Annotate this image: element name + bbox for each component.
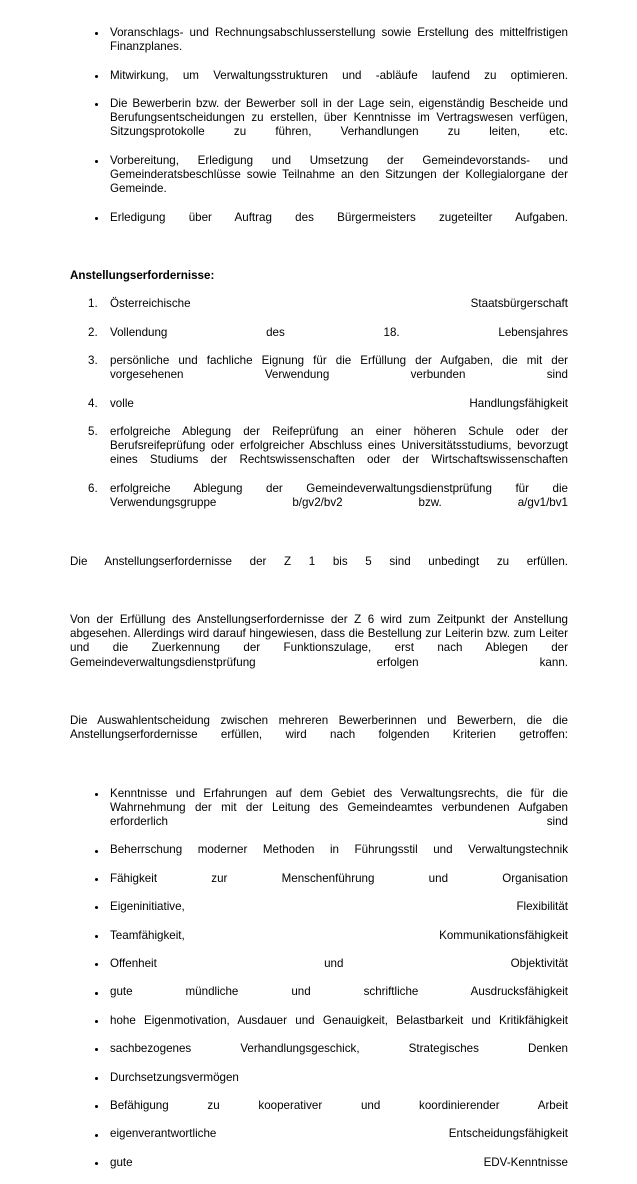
list-item (70, 1042, 568, 1070)
selection-intro-text: Die Auswahlentscheidung zwischen mehreren Bewerberinnen und Bewerbern, die die Anstellungserfordernisse erfüllen, wird nach folgenden Kriterien getroffen: (70, 713, 568, 742)
list-item (70, 900, 568, 928)
duties-item-text: Vorbereitung, Erledigung und Umsetzung der Gemeindevorstands- und Gemeinderatsbeschlüsse sowie Teilnahme an den Sitzungen der Kollegialorgane der Gemeinde. (110, 153, 568, 196)
list-item (70, 297, 568, 325)
criteria-item-text: Eigeninitiative, Flexibilität (110, 900, 568, 914)
criteria-item-text: Teamfähigkeit, Kommunikationsfähigkeit (110, 928, 568, 942)
requirement-item-text: volle Handlungsfähigkeit (110, 396, 568, 410)
spacer (70, 757, 568, 773)
duties-item-text: Die Bewerberin bzw. der Bewerber soll in der Lage sein, eigenständig Bescheide und Berufungsentscheidungen zu erstellen, über Kenntnisse im Vertragswesen verfügen, Sitzungsprotokolle zu führen, Verhandlungen zu leiten, etc. (110, 97, 568, 139)
criteria-item-text: hohe Eigenmotivation, Ausdauer und Genauigkeit, Belastbarkeit und Kritikfähigkeit (110, 1013, 568, 1027)
spacer (70, 525, 568, 541)
mandatory-note-paragraph (70, 555, 568, 583)
spacer (70, 583, 568, 599)
requirements-heading: Anstellungserfordernisse: (70, 269, 215, 283)
list-item (70, 957, 568, 985)
list-item (70, 354, 568, 397)
list-item (70, 425, 568, 482)
criteria-item-text: gute mündliche und schriftliche Ausdrucksfähigkeit (110, 985, 568, 999)
criteria-item-text: Offenheit und Objektivität (110, 956, 568, 970)
spacer (70, 541, 568, 555)
criteria-item-text: Befähigung zu kooperativer und koordinierender Arbeit (110, 1099, 568, 1112)
requirements-list (70, 297, 568, 524)
list-item (70, 397, 568, 425)
requirement-item-text: Vollendung des 18. Lebensjahres (110, 325, 568, 339)
criteria-item-text: Beherrschung moderner Methoden in Führungsstil und Verwaltungstechnik (110, 843, 568, 857)
list-item (70, 1099, 568, 1127)
list-item (70, 326, 568, 354)
list-item (70, 787, 568, 844)
requirement-item-text: erfolgreiche Ablegung der Gemeindeverwaltungsdienstprüfung für die Verwendungsgruppe b/gv2/bv2 bzw. a/gv1/bv1 (110, 481, 568, 510)
criteria-item-text: gute EDV-Kenntnisse (110, 1155, 568, 1169)
spacer (70, 599, 568, 613)
list-item (70, 1071, 568, 1099)
list-item (70, 1127, 568, 1155)
spacer (70, 239, 568, 255)
list-item (70, 69, 568, 97)
criteria-item-text: Durchsetzungsvermögen (110, 1070, 239, 1084)
criteria-list (70, 787, 568, 1184)
list-item (70, 985, 568, 1013)
spacer (70, 283, 568, 297)
list-item (70, 26, 568, 69)
list-item (70, 872, 568, 900)
list-item (70, 929, 568, 957)
list-item (70, 211, 568, 239)
exemption-note-text: Von der Erfüllung des Anstellungserfordernisse der Z 6 wird zum Zeitpunkt der Anstellung abgesehen. Allerdings wird darauf hingewiesen, dass die Bestellung zur Leiterin bzw. zum Leiter und die Zuerkennung der Funktionszulage, erst nach Ablegen der Gemeindeverwaltungsdienstprüfung erfolgen kann. (70, 612, 568, 669)
criteria-item-text: Fähigkeit zur Menschenführung und Organisation (110, 871, 568, 885)
spacer (70, 684, 568, 700)
criteria-item-text: eigenverantwortliche Entscheidungsfähigkeit (110, 1127, 568, 1141)
list-item (70, 482, 568, 525)
duties-item-text: Mitwirkung, um Verwaltungsstrukturen und -abläufe laufend zu optimieren. (110, 68, 568, 82)
spacer (70, 255, 568, 269)
list-item (70, 154, 568, 211)
criteria-item-text: Kenntnisse und Erfahrungen auf dem Gebiet des Verwaltungsrechts, die für die Wahrnehmung der mit der Leitung des Gemeindeamtes verbundenen Aufgaben erforderlich sind (110, 786, 568, 828)
list-item (70, 1156, 568, 1184)
list-item (70, 843, 568, 871)
spacer (70, 773, 568, 787)
requirement-item-text: Österreichische Staatsbürgerschaft (110, 297, 568, 311)
list-item (70, 97, 568, 154)
selection-intro-paragraph (70, 714, 568, 757)
mandatory-note-text: Die Anstellungserfordernisse der Z 1 bis 5 sind unbedingt zu erfüllen. (70, 554, 568, 568)
criteria-item-text: sachbezogenes Verhandlungsgeschick, Strategisches Denken (110, 1042, 568, 1056)
requirement-item-text: erfolgreiche Ablegung der Reifeprüfung an einer höheren Schule oder der Berufsreifeprüfung oder erfolgreicher Abschluss eines Universitätsstudiums, bevorzugt eines Studiums der Rechtswissenschaften oder der Wirtschaftswissenschaften (110, 425, 568, 467)
requirement-item-text: persönliche und fachliche Eignung für die Erfüllung der Aufgaben, die mit der vorgesehenen Verwendung verbunden sind (110, 354, 568, 382)
list-item (70, 1014, 568, 1042)
duties-item-text: Erledigung über Auftrag des Bürgermeisters zugeteilter Aufgaben. (110, 210, 568, 224)
duties-item-text: Voranschlags- und Rechnungsabschlusserstellung sowie Erstellung des mittelfristigen Finanzplanes. (110, 26, 568, 54)
duties-list (70, 26, 568, 239)
exemption-note-paragraph (70, 613, 568, 684)
spacer (70, 700, 568, 714)
